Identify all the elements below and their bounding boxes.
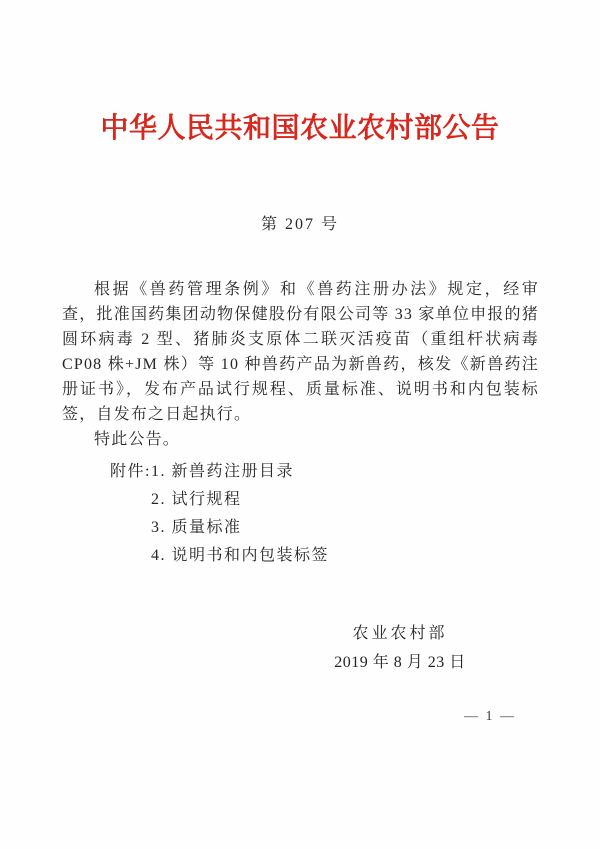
announcement-title: 中华人民共和国农业农村部公告	[100, 113, 500, 144]
page-number: — 1 —	[464, 709, 516, 724]
signature-block	[300, 619, 500, 677]
attachments-list	[151, 458, 329, 570]
attachment-item-4: 4. 说明书和内包装标签	[150, 547, 329, 564]
attachment-item-3: 3. 质量标准	[150, 519, 242, 536]
body-paragraph-1: 根据《兽药管理条例》和《兽药注册办法》规定，经审查，批准国药集团动物保健股份有限公司等 33 家单位申报的猪圆环病毒 2 型、猪肺炎支原体二联灭活疫苗（重组杆状病毒 CP08 株+JM 株）等 10 种兽药产品为新兽药，核发《新兽药注册证书》，发布产品试行规程、质量标准、说明书和内包装标签，自发布之日起执行。	[62, 281, 539, 423]
attachments-block	[110, 458, 329, 570]
announcement-body	[62, 277, 539, 452]
issuer-signature: 农业农村部	[352, 625, 448, 642]
attachment-item-2: 2. 试行规程	[150, 491, 242, 508]
attachment-item-1: 1. 新兽药注册目录	[150, 463, 294, 480]
body-paragraph-2: 特此公告。	[94, 431, 181, 448]
issue-date: 2019 年 8 月 23 日	[334, 654, 466, 671]
doc-number: 第 207 号	[260, 216, 339, 233]
attachments-label: 附件:	[110, 463, 151, 480]
